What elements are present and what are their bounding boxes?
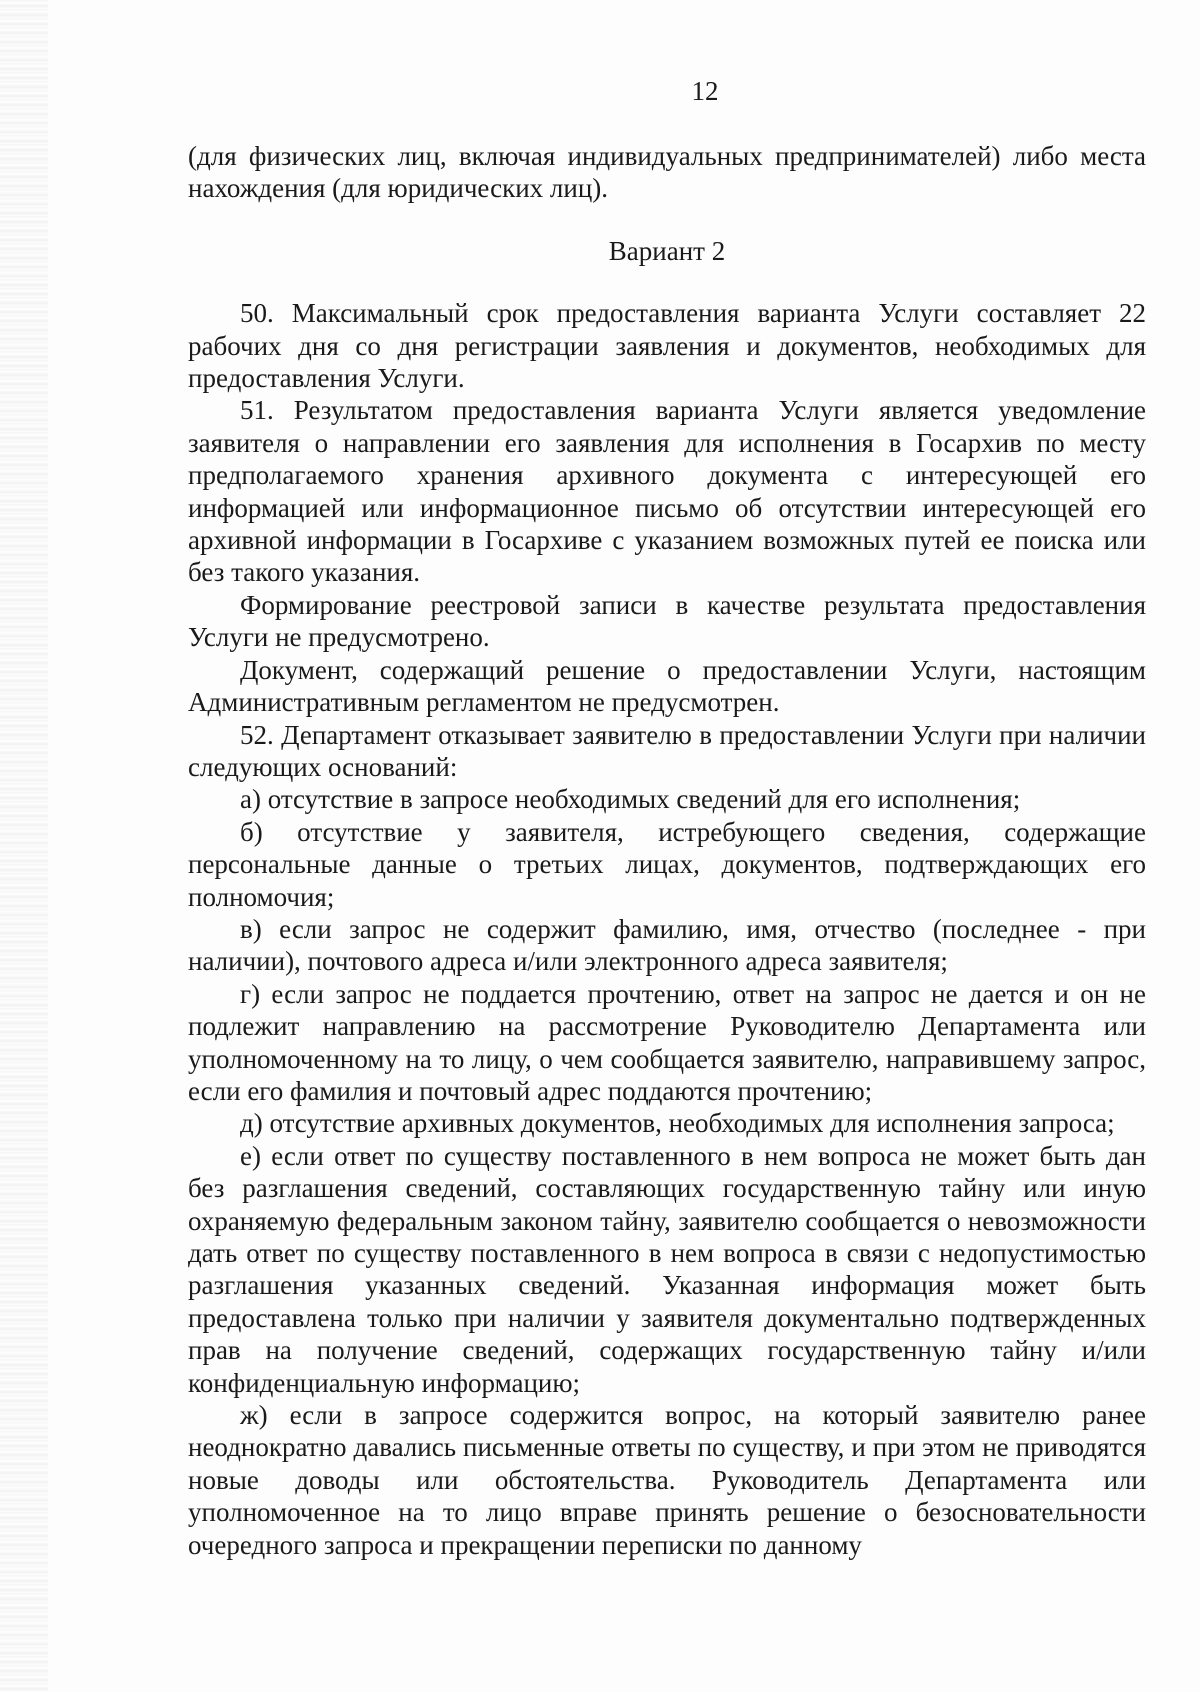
page-number: 12 bbox=[691, 76, 719, 106]
section-heading: Вариант 2 bbox=[608, 235, 726, 266]
list-item-g: г) если запрос не поддается прочтению, ответ на запрос не дается и он не подлежит направлению на рассмотрение Руководителю Департамента или уполномоченному на то лицу, о чем сообщается заявителю, направившему запрос, если его фамилия и почтовый адрес поддаются прочтению; bbox=[188, 978, 1146, 1106]
paragraph-registry-record: Формирование реестровой записи в качестве результата предоставления Услуги не предусмотрено. bbox=[188, 589, 1146, 653]
paragraph-51: 51. Результатом предоставления варианта Услуги является уведомление заявителя о направлении его заявления для исполнения в Госархив по месту предполагаемого хранения архивного документа с интересующей его информацией или информационное письмо об отсутствии интересующей его архивной информации в Госархиве с указанием возможных путей ее поиска или без такого указания. bbox=[188, 395, 1146, 588]
paragraph-50: 50. Максимальный срок предоставления варианта Услуги составляет 22 рабочих дня со дня регистрации заявления и документов, необходимых для предоставления Услуги. bbox=[188, 298, 1146, 394]
list-item-b: б) отсутствие у заявителя, истребующего сведения, содержащие персональные данные о третьих лицах, документов, подтверждающих его полномочия; bbox=[188, 816, 1146, 912]
list-item-d: д) отсутствие архивных документов, необходимых для исполнения запроса; bbox=[240, 1108, 1115, 1139]
scan-edge bbox=[0, 0, 48, 1692]
list-item-a: а) отсутствие в запросе необходимых сведений для его исполнения; bbox=[240, 784, 1021, 815]
list-item-v: в) если запрос не содержит фамилию, имя, отчество (последнее - при наличии), почтового адреса и/или электронного адреса заявителя; bbox=[188, 913, 1146, 977]
continuation-paragraph: (для физических лиц, включая индивидуальных предпринимателей) либо места нахождения (для юридических лиц). bbox=[188, 141, 1146, 204]
list-item-zh: ж) если в запросе содержится вопрос, на который заявителю ранее неоднократно давались письменные ответы по существу, и при этом не приводятся новые доводы или обстоятельства. Руководитель Департамента или уполномоченное на то лицо вправе принять решение о безосновательности очередного запроса и прекращении переписки по данному bbox=[188, 1400, 1146, 1560]
list-item-e: е) если ответ по существу поставленного в нем вопроса не может быть дан без разглашения сведений, составляющих государственную тайну или иную охраняемую федеральным законом тайну, заявителю сообщается о невозможности дать ответ по существу поставленного в нем вопроса в связи с недопустимостью разглашения указанных сведений. Указанная информация может быть предоставлена только при наличии у заявителя документально подтвержденных прав на получение сведений, содержащих государственную тайну и/или конфиденциальную информацию; bbox=[188, 1140, 1146, 1398]
document-body bbox=[188, 140, 1146, 1561]
paragraph-52: 52. Департамент отказывает заявителю в предоставлении Услуги при наличии следующих оснований: bbox=[188, 719, 1146, 782]
paragraph-decision-document: Документ, содержащий решение о предоставлении Услуги, настоящим Административным регламентом не предусмотрен. bbox=[188, 654, 1146, 718]
